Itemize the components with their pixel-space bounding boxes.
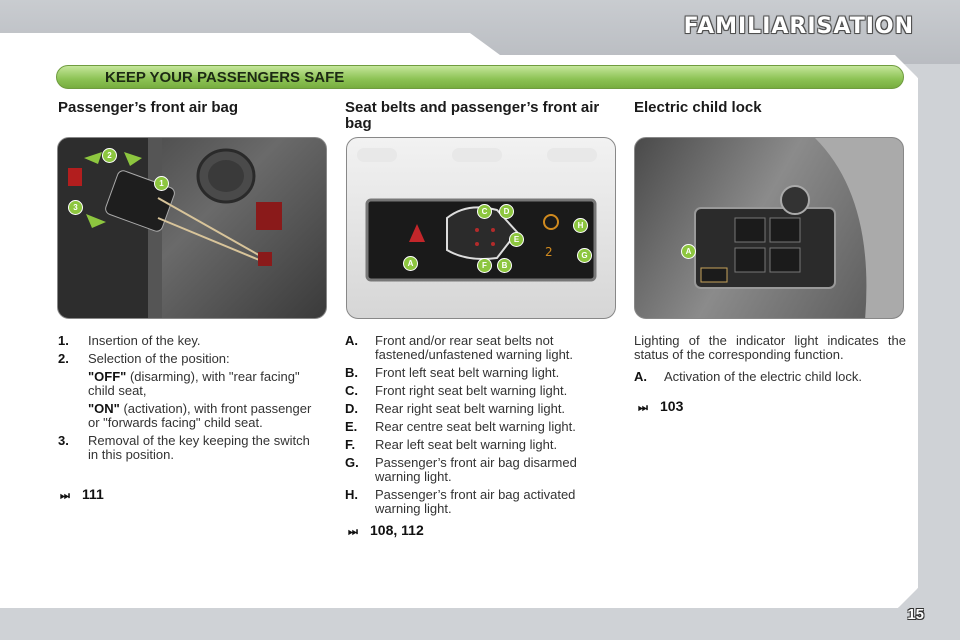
callout-badge: 1 bbox=[154, 176, 169, 191]
child-lock-text bbox=[634, 334, 906, 388]
list-item: 1. Insertion of the key. bbox=[58, 333, 201, 348]
column-child-lock bbox=[634, 100, 906, 134]
list-item: C. Front right seat belt warning light. bbox=[345, 383, 568, 398]
list-item: 2. Selection of the position: bbox=[58, 351, 230, 366]
column-seatbelts bbox=[345, 100, 619, 134]
airbag-page-ref: ⏭ 111 bbox=[60, 486, 104, 502]
callout-badge: 3 bbox=[68, 200, 83, 215]
door-switch-illustration bbox=[635, 138, 904, 319]
column-airbag bbox=[58, 100, 320, 134]
airbag-switch-photo bbox=[57, 137, 327, 319]
callout-badge: E bbox=[509, 232, 524, 247]
airbag-steps bbox=[58, 334, 320, 466]
position-off: "OFF" (disarming), with "rear facing" child seat, bbox=[88, 369, 300, 398]
svg-text:2: 2 bbox=[545, 245, 553, 259]
list-item: 3. Removal of the key keeping the switch in this position. bbox=[58, 433, 310, 462]
airbag-title: Passenger’s front air bag bbox=[58, 99, 239, 116]
list-item: E. Rear centre seat belt warning light. bbox=[345, 419, 576, 434]
door-switch-photo bbox=[634, 137, 904, 319]
warning-light-list bbox=[345, 334, 619, 520]
callout-badge: C bbox=[477, 204, 492, 219]
child-lock-page-ref: ⏭ 103 bbox=[638, 398, 684, 414]
callout-badge: B bbox=[497, 258, 512, 273]
list-item: D. Rear right seat belt warning light. bbox=[345, 401, 566, 416]
child-lock-title: Electric child lock bbox=[634, 99, 762, 116]
fast-forward-icon: ⏭ bbox=[60, 490, 70, 502]
fast-forward-icon: ⏭ bbox=[348, 526, 358, 538]
callout-badge: F bbox=[477, 258, 492, 273]
list-item: H. Passenger’s front air bag activated warning light. bbox=[345, 487, 576, 516]
section-banner bbox=[56, 65, 904, 89]
chapter-title: FAMILIARISATION bbox=[683, 14, 914, 39]
list-item: G. Passenger’s front air bag disarmed warning light. bbox=[345, 455, 577, 484]
callout-badge: D bbox=[499, 204, 514, 219]
page-number: 15 bbox=[907, 606, 924, 623]
child-lock-description: Lighting of the indicator light indicates the status of the corresponding function. bbox=[634, 333, 906, 362]
section-title: KEEP YOUR PASSENGERS SAFE bbox=[105, 69, 345, 86]
list-item: A. Front and/or rear seat belts not fastened/unfastened warning light. bbox=[345, 333, 574, 362]
fast-forward-icon: ⏭ bbox=[638, 402, 648, 414]
list-item: F. Rear left seat belt warning light. bbox=[345, 437, 558, 452]
list-item: B. Front left seat belt warning light. bbox=[345, 365, 560, 380]
list-item: A. Activation of the electric child lock. bbox=[634, 369, 862, 384]
seatbelt-page-ref: ⏭ 108, 112 bbox=[348, 522, 424, 538]
seatbelts-title: Seat belts and passenger’s front air bag bbox=[345, 99, 600, 132]
callout-badge: G bbox=[577, 248, 592, 263]
callout-badge: H bbox=[573, 218, 588, 233]
position-on: "ON" (activation), with front passenger or "forwards facing" child seat. bbox=[88, 401, 312, 430]
airbag-switch-illustration bbox=[58, 138, 327, 319]
callout-badge: 2 bbox=[102, 148, 117, 163]
callout-badge: A bbox=[403, 256, 418, 271]
warning-panel-photo bbox=[346, 137, 616, 319]
callout-badge: A bbox=[681, 244, 696, 259]
